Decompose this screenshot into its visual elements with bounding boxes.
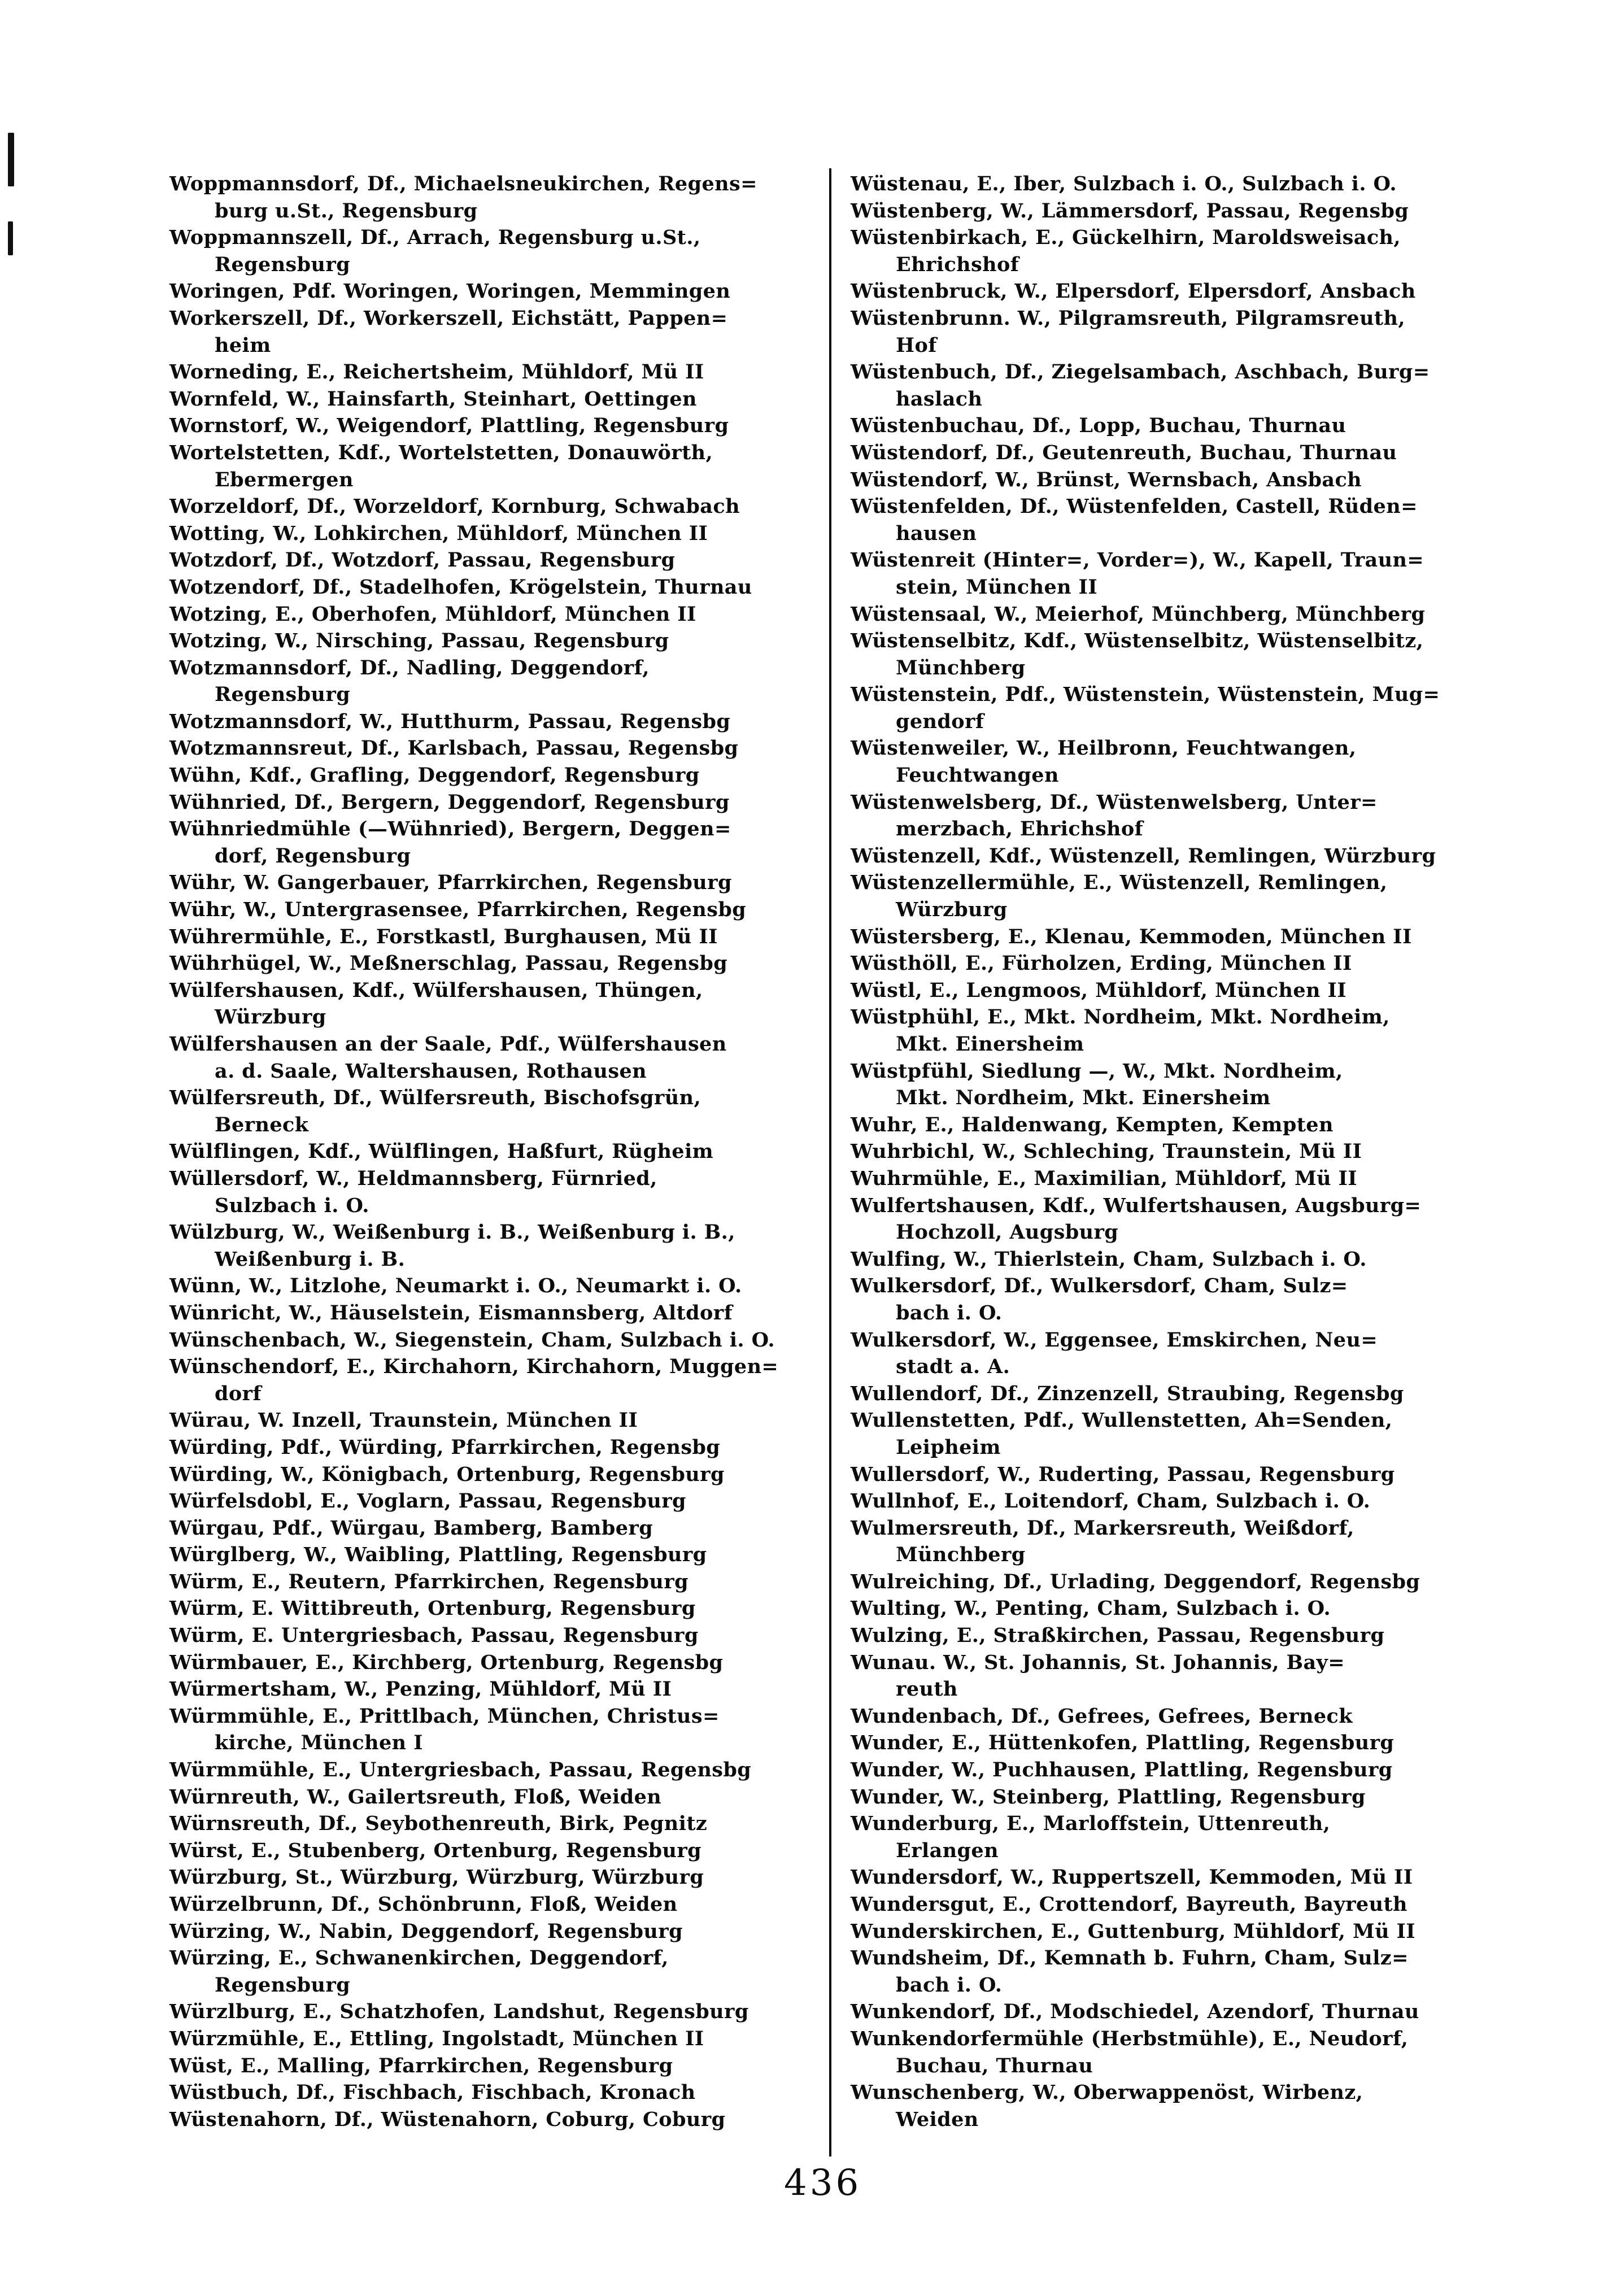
gazetteer-entry <box>169 547 825 574</box>
entry-line: Wotzdorf, Df., Wotzdorf, Passau, Regensburg <box>169 548 676 572</box>
entry-line: Wullenstetten, Pdf., Wullenstetten, Ah=Senden, <box>851 1409 1393 1432</box>
entry-line: Würzburg <box>215 1005 326 1029</box>
entry-line: Wührermühle, E., Forstkastl, Burghausen, Mü II <box>169 925 718 948</box>
entry-line: Wunkendorfermühle (Herbstmühle), E., Neudorf, <box>851 2027 1409 2050</box>
entry-line: Münchberg <box>896 1543 1026 1567</box>
entry-line: Wulkersdorf, Df., Wulkersdorf, Cham, Sulz= <box>851 1274 1348 1298</box>
gazetteer-entry <box>169 1165 825 1219</box>
entry-line: Wüstenahorn, Df., Wüstenahorn, Coburg, Coburg <box>169 2107 726 2131</box>
gazetteer-entry <box>169 655 825 708</box>
entry-line: Wüstenbuch, Df., Ziegelsambach, Aschbach, Burg= <box>851 360 1430 384</box>
entry-line: Wunkendorf, Df., Modschiedel, Azendorf, Thurnau <box>851 2000 1419 2024</box>
gazetteer-entry <box>169 1810 825 1837</box>
entry-line: Wüstenweiler, W., Heilbronn, Feuchtwangen, <box>851 737 1357 760</box>
entry-line: Würm, E. Untergriesbach, Passau, Regensburg <box>169 1624 699 1648</box>
entry-line: Wüstensaal, W., Meierhof, Münchberg, Münchberg <box>851 602 1426 626</box>
gazetteer-entry <box>169 1622 825 1649</box>
entry-line: Wüllersdorf, W., Heldmannsberg, Fürnried, <box>169 1166 657 1190</box>
gazetteer-entry <box>851 1515 1607 1569</box>
gazetteer-entry <box>851 1649 1607 1703</box>
gazetteer-entry <box>169 1757 825 1784</box>
entry-line: Wüstphühl, E., Mkt. Nordheim, Mkt. Nordheim, <box>851 1005 1390 1029</box>
entry-line: Wülfershausen an der Saale, Pdf., Wülfershausen <box>169 1032 727 1056</box>
entry-line: Würding, W., Königbach, Ortenburg, Regensburg <box>169 1462 725 1486</box>
entry-line: Wührhügel, W., Meßnerschlag, Passau, Regensbg <box>169 952 728 975</box>
gazetteer-entry <box>169 305 825 359</box>
entry-line: stein, München II <box>896 575 1098 599</box>
entry-line: Regensburg <box>215 683 351 707</box>
gazetteer-entry <box>169 816 825 869</box>
gazetteer-entry <box>851 1138 1607 1165</box>
entry-line: Wüstenstein, Pdf., Wüstenstein, Wüstenstein, Mug= <box>851 683 1440 707</box>
gazetteer-entry <box>169 1918 825 1945</box>
gazetteer-entry <box>851 1784 1607 1811</box>
gazetteer-entry <box>169 2106 825 2133</box>
entry-line: Münchberg <box>896 656 1026 679</box>
entry-line: Würm, E. Wittibreuth, Ortenburg, Regensburg <box>169 1597 696 1620</box>
entry-line: Wundersgut, E., Crottendorf, Bayreuth, Bayreuth <box>851 1893 1408 1916</box>
gazetteer-entry <box>851 843 1607 870</box>
entry-line: Wundersdorf, W., Ruppertszell, Kemmoden, Mü II <box>851 1866 1413 1889</box>
entry-line: Wühnried, Df., Bergern, Deggendorf, Regensburg <box>169 790 730 814</box>
entry-line: Würm, E., Reutern, Pfarrkirchen, Regensburg <box>169 1570 689 1593</box>
entry-line: Worzeldorf, Df., Worzeldorf, Kornburg, Schwabach <box>169 495 740 519</box>
gazetteer-entry <box>169 1219 825 1273</box>
entry-line: Würglberg, W., Waibling, Plattling, Regensburg <box>169 1543 707 1567</box>
gazetteer-entry <box>169 869 825 896</box>
gazetteer-entry <box>851 923 1607 951</box>
entry-line: Wulmersreuth, Df., Markersreuth, Weißdorf, <box>851 1516 1354 1540</box>
gazetteer-entry <box>169 950 825 977</box>
entry-line: Würnsreuth, Df., Seybothenreuth, Birk, Pegnitz <box>169 1812 708 1836</box>
gazetteer-entry <box>851 412 1607 439</box>
gazetteer-entry <box>851 1246 1607 1273</box>
gazetteer-entry <box>169 601 825 628</box>
entry-line: Wulkersdorf, W., Eggensee, Emskirchen, Neu= <box>851 1328 1378 1352</box>
entry-line: Würst, E., Stubenberg, Ortenburg, Regensburg <box>169 1838 702 1862</box>
entry-line: Mkt. Einersheim <box>896 1032 1084 1056</box>
gazetteer-entry <box>851 869 1607 923</box>
entry-line: Wühnriedmühle (—Wühnried), Bergern, Deggen= <box>169 817 731 841</box>
entry-line: Wullersdorf, W., Ruderting, Passau, Regensburg <box>851 1462 1395 1486</box>
gazetteer-entry <box>851 2079 1607 2133</box>
entry-line: Woppmannszell, Df., Arrach, Regensburg u.St., <box>169 226 701 250</box>
gazetteer-entry <box>169 923 825 951</box>
entry-line: Würzing, W., Nabin, Deggendorf, Regensburg <box>169 1919 683 1943</box>
entry-line: Wühr, W. Gangerbauer, Pfarrkirchen, Regensburg <box>169 871 732 895</box>
gazetteer-entry <box>851 977 1607 1004</box>
entry-line: Wüstendorf, W., Brünst, Wernsbach, Ansbach <box>851 468 1362 491</box>
gazetteer-entry <box>851 1891 1607 1918</box>
gazetteer-entry <box>169 735 825 762</box>
gazetteer-entry <box>851 1703 1607 1730</box>
gazetteer-entry <box>851 1569 1607 1596</box>
entry-line: stadt a. A. <box>896 1355 1010 1379</box>
entry-line: Erlangen <box>896 1838 999 1862</box>
entry-line: Wulfing, W., Thierlstein, Cham, Sulzbach i. O. <box>851 1247 1367 1271</box>
entry-line: Wullnhof, E., Loitendorf, Cham, Sulzbach i. O. <box>851 1489 1371 1513</box>
gazetteer-entry <box>169 762 825 789</box>
entry-line: Wüstenreit (Hinter=, Vorder=), W., Kapell, Traun= <box>851 548 1424 572</box>
gazetteer-entry <box>169 574 825 601</box>
entry-line: Wülfershausen, Kdf., Wülfershausen, Thüngen, <box>169 978 703 1002</box>
entry-line: Würzmühle, E., Ettling, Ingolstadt, München II <box>169 2027 704 2050</box>
entry-line: Wünricht, W., Häuselstein, Eismannsberg, Altdorf <box>169 1301 733 1325</box>
entry-line: Würnreuth, W., Gailertsreuth, Floß, Weiden <box>169 1785 662 1809</box>
gazetteer-entry <box>169 1676 825 1703</box>
gazetteer-entry <box>169 1945 825 1998</box>
entry-line: dorf, Regensburg <box>215 844 411 868</box>
entry-line: Würau, W. Inzell, Traunstein, München II <box>169 1409 638 1432</box>
entry-line: Wuhrbichl, W., Schleching, Traunstein, Mü II <box>851 1140 1362 1164</box>
gazetteer-entry <box>169 1300 825 1327</box>
gazetteer-entry <box>169 412 825 439</box>
gazetteer-entry <box>169 1595 825 1622</box>
entry-line: Würzburg <box>896 898 1008 922</box>
gazetteer-entry <box>851 2025 1607 2079</box>
entry-line: kirche, München I <box>215 1731 423 1755</box>
entry-line: Wotzing, W., Nirsching, Passau, Regensburg <box>169 629 669 653</box>
gazetteer-entry <box>169 1837 825 1864</box>
gazetteer-entry <box>851 1729 1607 1757</box>
gazetteer-entry <box>169 1327 825 1354</box>
entry-line: Hof <box>896 333 937 357</box>
gazetteer-entry <box>851 359 1607 412</box>
gazetteer-entry <box>851 1810 1607 1864</box>
gazetteer-entry <box>851 1998 1607 2025</box>
entry-line: Regensburg <box>215 252 351 276</box>
entry-line: Wüstenzellermühle, E., Wüstenzell, Remlingen, <box>851 871 1388 895</box>
entry-line: Workerszell, Df., Workerszell, Eichstätt, Pappen= <box>169 306 728 330</box>
entry-line: Würmbauer, E., Kirchberg, Ortenburg, Regensbg <box>169 1650 724 1674</box>
gazetteer-entry <box>169 1488 825 1515</box>
entry-line: bach i. O. <box>896 1301 1003 1325</box>
gazetteer-entry <box>169 1649 825 1676</box>
entry-line: Worneding, E., Reichertsheim, Mühldorf, Mü II <box>169 360 704 384</box>
entry-line: Wüsthöll, E., Fürholzen, Erding, München II <box>851 952 1352 975</box>
gazetteer-entry <box>851 1004 1607 1057</box>
entry-line: Wunder, W., Puchhausen, Plattling, Regensburg <box>851 1758 1393 1782</box>
gazetteer-entry <box>169 1407 825 1434</box>
gazetteer-entry <box>851 789 1607 843</box>
gazetteer-entry <box>169 1703 825 1757</box>
gazetteer-entry <box>169 789 825 816</box>
entry-line: Wullendorf, Df., Zinzenzell, Straubing, Regensbg <box>851 1382 1404 1405</box>
entry-line: Wunder, W., Steinberg, Plattling, Regensburg <box>851 1785 1366 1809</box>
entry-line: Wundenbach, Df., Gefrees, Gefrees, Berneck <box>851 1704 1353 1728</box>
entry-line: Buchau, Thurnau <box>896 2054 1093 2077</box>
entry-line: Leipheim <box>896 1435 1001 1459</box>
gazetteer-entry <box>851 1407 1607 1461</box>
entry-line: Ehrichshof <box>896 252 1019 276</box>
left-column <box>169 171 825 2133</box>
entry-line: gendorf <box>896 709 984 733</box>
entry-line: Wüstbuch, Df., Fischbach, Fischbach, Kronach <box>169 2081 696 2105</box>
gazetteer-entry <box>851 547 1607 600</box>
gazetteer-entry <box>851 1112 1607 1139</box>
gazetteer-entry <box>851 198 1607 225</box>
entry-line: Wülfersreuth, Df., Wülfersreuth, Bischofsgrün, <box>169 1086 701 1110</box>
entry-line: Wünn, W., Litzlohe, Neumarkt i. O., Neumarkt i. O. <box>169 1274 742 1298</box>
entry-line: hausen <box>896 521 977 545</box>
gazetteer-entry <box>169 1084 825 1138</box>
gazetteer-entry <box>169 1461 825 1488</box>
entry-line: Wüstenbirkach, E., Gückelhirn, Maroldsweisach, <box>851 226 1401 250</box>
entry-line: Ebermergen <box>215 468 354 491</box>
entry-line: Weißenburg i. B. <box>215 1247 406 1271</box>
entry-line: Wornstorf, W., Weigendorf, Plattling, Regensburg <box>169 414 729 438</box>
entry-line: Wüstenau, E., Iber, Sulzbach i. O., Sulzbach i. O. <box>851 172 1397 195</box>
gazetteer-entry <box>169 977 825 1031</box>
entry-line: haslach <box>896 387 983 411</box>
entry-line: Wüstpfühl, Siedlung —, W., Mkt. Nordheim, <box>851 1059 1343 1083</box>
entry-line: Wulfertshausen, Kdf., Wulfertshausen, Augsburg= <box>851 1193 1422 1217</box>
entry-line: Wünschendorf, E., Kirchahorn, Kirchahorn, Muggen= <box>169 1355 779 1379</box>
gazetteer-entry <box>169 1353 825 1407</box>
gazetteer-entry <box>169 224 825 278</box>
entry-line: Würmmühle, E., Untergriesbach, Passau, Regensbg <box>169 1758 752 1782</box>
entry-line: Berneck <box>215 1113 309 1136</box>
entry-line: Wuhrmühle, E., Maximilian, Mühldorf, Mü II <box>851 1166 1358 1190</box>
entry-line: Würmertsham, W., Penzing, Mühldorf, Mü II <box>169 1678 672 1701</box>
entry-line: Sulzbach i. O. <box>215 1193 369 1217</box>
gazetteer-entry <box>851 493 1607 547</box>
gazetteer-entry <box>851 628 1607 681</box>
entry-line: Feuchtwangen <box>896 764 1059 787</box>
entry-line: bach i. O. <box>896 1973 1003 1997</box>
gazetteer-entry <box>851 439 1607 467</box>
entry-line: Wüstenselbitz, Kdf., Wüstenselbitz, Wüstenselbitz, <box>851 629 1424 653</box>
gazetteer-entry <box>169 2053 825 2080</box>
entry-line: Wuhr, E., Haldenwang, Kempten, Kempten <box>851 1113 1334 1136</box>
entry-line: Würgau, Pdf., Würgau, Bamberg, Bamberg <box>169 1516 653 1540</box>
scan-artifact <box>8 221 13 255</box>
gazetteer-entry <box>169 1434 825 1461</box>
entry-line: Wüstenbrunn. W., Pilgramsreuth, Pilgramsreuth, <box>851 306 1405 330</box>
gazetteer-entry <box>169 1891 825 1918</box>
gazetteer-entry <box>169 386 825 413</box>
gazetteer-entry <box>851 1757 1607 1784</box>
entry-line: Wunderskirchen, E., Guttenburg, Mühldorf, Mü II <box>851 1919 1416 1943</box>
gazetteer-entry <box>851 601 1607 628</box>
entry-line: Wüstenberg, W., Lämmersdorf, Passau, Regensbg <box>851 199 1409 223</box>
gazetteer-entry <box>169 1515 825 1542</box>
gazetteer-entry <box>169 1998 825 2025</box>
entry-line: dorf <box>215 1382 262 1405</box>
gazetteer-entry <box>169 1138 825 1165</box>
gazetteer-entry <box>851 1192 1607 1246</box>
gazetteer-entry <box>169 1784 825 1811</box>
entry-line: Wühr, W., Untergrasensee, Pfarrkirchen, Regensbg <box>169 898 747 922</box>
gazetteer-entry <box>851 305 1607 359</box>
gazetteer-entry <box>851 1273 1607 1326</box>
entry-line: Würzing, E., Schwanenkirchen, Deggendorf, <box>169 1946 669 1970</box>
gazetteer-entry <box>169 896 825 923</box>
gazetteer-entry <box>169 2025 825 2053</box>
entry-line: Wotzmannsdorf, Df., Nadling, Deggendorf, <box>169 656 650 679</box>
entry-line: Wunder, E., Hüttenkofen, Plattling, Regensburg <box>851 1731 1395 1755</box>
gazetteer-entry <box>169 2079 825 2106</box>
gazetteer-entry <box>851 1945 1607 1998</box>
gazetteer-entry <box>851 171 1607 198</box>
gazetteer-entry <box>169 493 825 520</box>
entry-line: Wotzing, E., Oberhofen, Mühldorf, München II <box>169 602 696 626</box>
gazetteer-entry <box>169 1864 825 1891</box>
entry-line: Wunschenberg, W., Oberwappenöst, Wirbenz, <box>851 2081 1363 2105</box>
gazetteer-entry <box>851 1864 1607 1891</box>
gazetteer-entry <box>851 278 1607 305</box>
gazetteer-entry <box>851 224 1607 278</box>
entry-line: Wülzburg, W., Weißenburg i. B., Weißenburg i. B., <box>169 1221 735 1244</box>
entry-line: Wulreiching, Df., Urlading, Deggendorf, Regensbg <box>851 1570 1420 1593</box>
entry-line: heim <box>215 333 271 357</box>
entry-line: Würfelsdobl, E., Voglarn, Passau, Regensburg <box>169 1489 686 1513</box>
entry-line: Mkt. Nordheim, Mkt. Einersheim <box>896 1086 1271 1110</box>
entry-line: Wünschenbach, W., Siegenstein, Cham, Sulzbach i. O. <box>169 1328 775 1352</box>
entry-line: Wulzing, E., Straßkirchen, Passau, Regensburg <box>851 1624 1385 1648</box>
gazetteer-entry <box>851 1595 1607 1622</box>
entry-line: Wüst, E., Malling, Pfarrkirchen, Regensburg <box>169 2054 673 2077</box>
gazetteer-entry <box>169 439 825 493</box>
gazetteer-entry <box>851 1622 1607 1649</box>
entry-line: Wortelstetten, Kdf., Wortelstetten, Donauwörth, <box>169 441 713 464</box>
entry-line: Würzelbrunn, Df., Schönbrunn, Floß, Weiden <box>169 1893 678 1916</box>
gazetteer-entry <box>169 1569 825 1596</box>
entry-line: Woringen, Pdf. Woringen, Woringen, Memmingen <box>169 280 731 303</box>
entry-line: burg u.St., Regensburg <box>215 199 478 223</box>
entry-line: Wunderburg, E., Marloffstein, Uttenreuth, <box>851 1812 1331 1836</box>
column-divider <box>829 168 831 2156</box>
right-column <box>851 171 1607 2133</box>
entry-line: Wundsheim, Df., Kemnath b. Fuhrn, Cham, Sulz= <box>851 1946 1409 1970</box>
entry-line: Wüstersberg, E., Klenau, Kemmoden, München II <box>851 925 1412 948</box>
gazetteer-entry <box>169 1541 825 1569</box>
entry-line: Wüstenbruck, W., Elpersdorf, Elpersdorf, Ansbach <box>851 280 1416 303</box>
entry-line: a. d. Saale, Waltershausen, Rothausen <box>215 1059 647 1083</box>
entry-line: Hochzoll, Augsburg <box>896 1221 1119 1244</box>
entry-line: Wüstenzell, Kdf., Wüstenzell, Remlingen, Würzburg <box>851 844 1436 868</box>
entry-line: Wornfeld, W., Hainsfarth, Steinhart, Oettingen <box>169 387 697 411</box>
gazetteer-entry <box>851 1380 1607 1408</box>
gazetteer-entry <box>851 735 1607 788</box>
entry-line: Woppmannsdorf, Df., Michaelsneukirchen, Regens= <box>169 172 757 195</box>
gazetteer-entry <box>851 1165 1607 1192</box>
scan-artifact <box>8 133 14 186</box>
gazetteer-entry <box>169 628 825 655</box>
entry-line: Wotzmannsdorf, W., Hutthurm, Passau, Regensbg <box>169 709 731 733</box>
gazetteer-entry <box>169 520 825 547</box>
gazetteer-entry <box>851 950 1607 977</box>
entry-line: Wüstenfelden, Df., Wüstenfelden, Castell, Rüden= <box>851 495 1418 519</box>
gazetteer-entry <box>169 171 825 224</box>
gazetteer-entry <box>851 1058 1607 1112</box>
entry-line: Weiden <box>896 2107 979 2131</box>
gazetteer-entry <box>169 1031 825 1084</box>
entry-line: Würzburg, St., Würzburg, Würzburg, Würzburg <box>169 1866 704 1889</box>
gazetteer-entry <box>851 1918 1607 1945</box>
entry-line: Wülflingen, Kdf., Wülflingen, Haßfurt, Rügheim <box>169 1140 714 1164</box>
entry-line: Wüstenwelsberg, Df., Wüstenwelsberg, Unter= <box>851 790 1378 814</box>
gazetteer-entry <box>169 1273 825 1300</box>
gazetteer-entry <box>169 359 825 386</box>
gazetteer-entry <box>851 1488 1607 1515</box>
gazetteer-entry <box>851 1461 1607 1488</box>
entry-line: Wotzendorf, Df., Stadelhofen, Krögelstein, Thurnau <box>169 575 752 599</box>
entry-line: Wulting, W., Penting, Cham, Sulzbach i. O. <box>851 1597 1331 1620</box>
entry-line: Wotting, W., Lohkirchen, Mühldorf, München II <box>169 521 708 545</box>
entry-line: Wunau. W., St. Johannis, St. Johannis, Bay= <box>851 1650 1345 1674</box>
entry-line: Wotzmannsreut, Df., Karlsbach, Passau, Regensbg <box>169 737 739 760</box>
entry-line: Wühn, Kdf., Grafling, Deggendorf, Regensburg <box>169 764 700 787</box>
gazetteer-entry <box>169 708 825 735</box>
page-number: 436 <box>784 2162 862 2204</box>
entry-line: Wüstl, E., Lengmoos, Mühldorf, München II <box>851 978 1347 1002</box>
gazetteer-entry <box>851 467 1607 494</box>
entry-line: Würmmühle, E., Prittlbach, München, Christus= <box>169 1704 720 1728</box>
entry-line: Wüstenbuchau, Df., Lopp, Buchau, Thurnau <box>851 414 1347 438</box>
gazetteer-entry <box>169 278 825 305</box>
entry-line: merzbach, Ehrichshof <box>896 817 1144 841</box>
entry-line: Wüstendorf, Df., Geutenreuth, Buchau, Thurnau <box>851 441 1397 464</box>
gazetteer-entry <box>851 1327 1607 1380</box>
entry-line: Regensburg <box>215 1973 351 1997</box>
entry-line: Würding, Pdf., Würding, Pfarrkirchen, Regensbg <box>169 1435 721 1459</box>
entry-line: reuth <box>896 1678 958 1701</box>
entry-line: Würzlburg, E., Schatzhofen, Landshut, Regensburg <box>169 2000 749 2024</box>
gazetteer-entry <box>851 681 1607 735</box>
